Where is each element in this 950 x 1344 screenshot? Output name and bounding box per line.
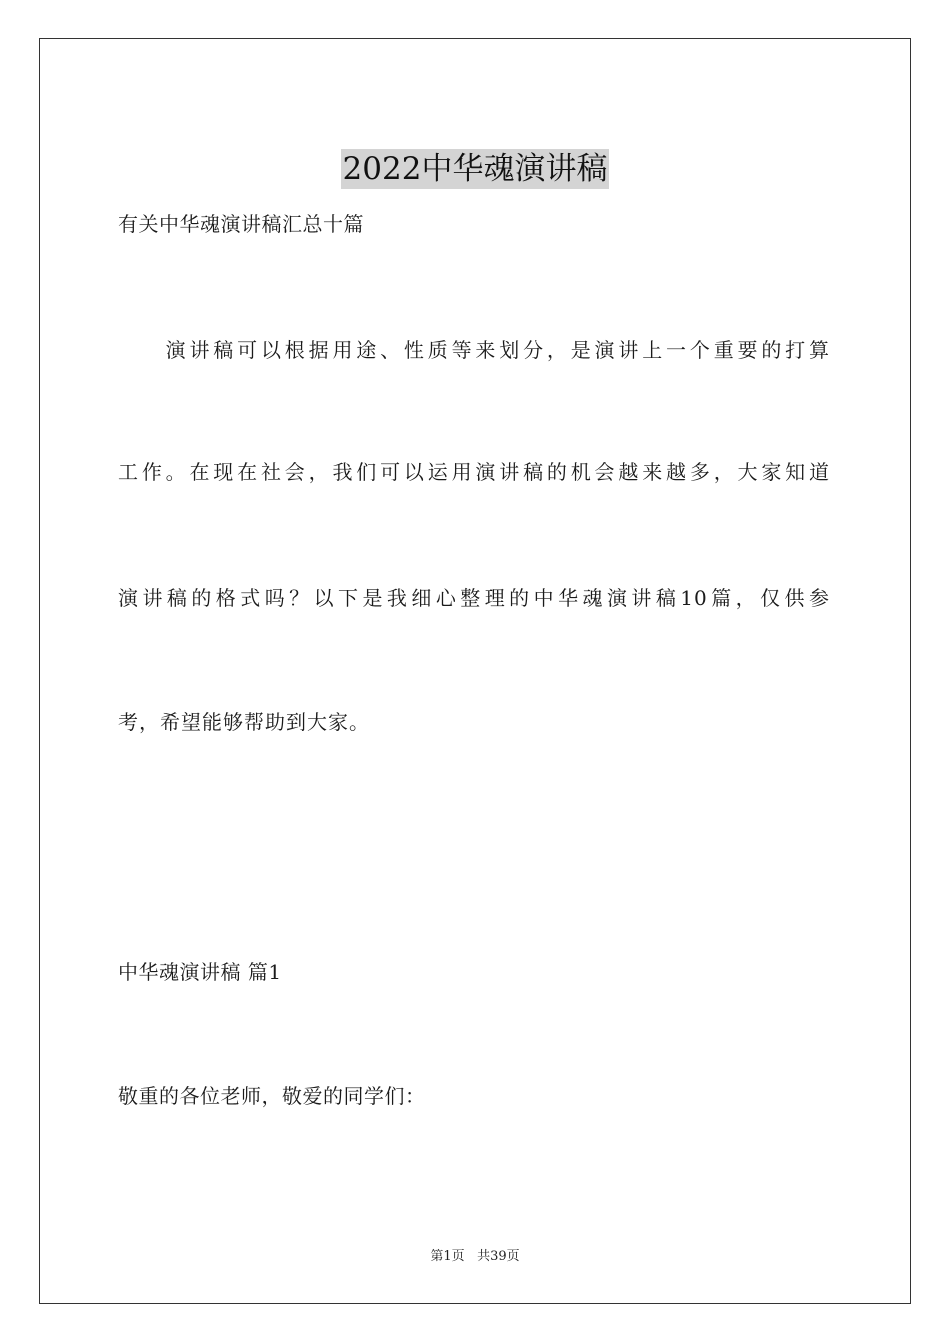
document-title: 2022中华魂演讲稿	[342, 150, 608, 187]
title-wrap	[0, 128, 950, 210]
section-heading: 中华魂演讲稿 篇1	[118, 960, 282, 984]
page-total: 共39页	[477, 1249, 520, 1264]
greeting-line: 敬重的各位老师，敬爱的同学们：	[118, 1084, 426, 1108]
document-subtitle: 有关中华魂演讲稿汇总十篇	[118, 212, 364, 236]
intro-line-4: 考，希望能够帮助到大家。	[118, 710, 370, 734]
intro-line-1: 演讲稿可以根据用途、性质等来划分，是演讲上一个重要的打算	[118, 338, 830, 362]
page-footer	[0, 1245, 950, 1264]
intro-line-2: 工作。在现在社会，我们可以运用演讲稿的机会越来越多，大家知道	[118, 460, 830, 484]
page-number: 第1页	[430, 1249, 465, 1264]
intro-line-3: 演讲稿的格式吗？以下是我细心整理的中华魂演讲稿10篇，仅供参	[118, 586, 830, 610]
